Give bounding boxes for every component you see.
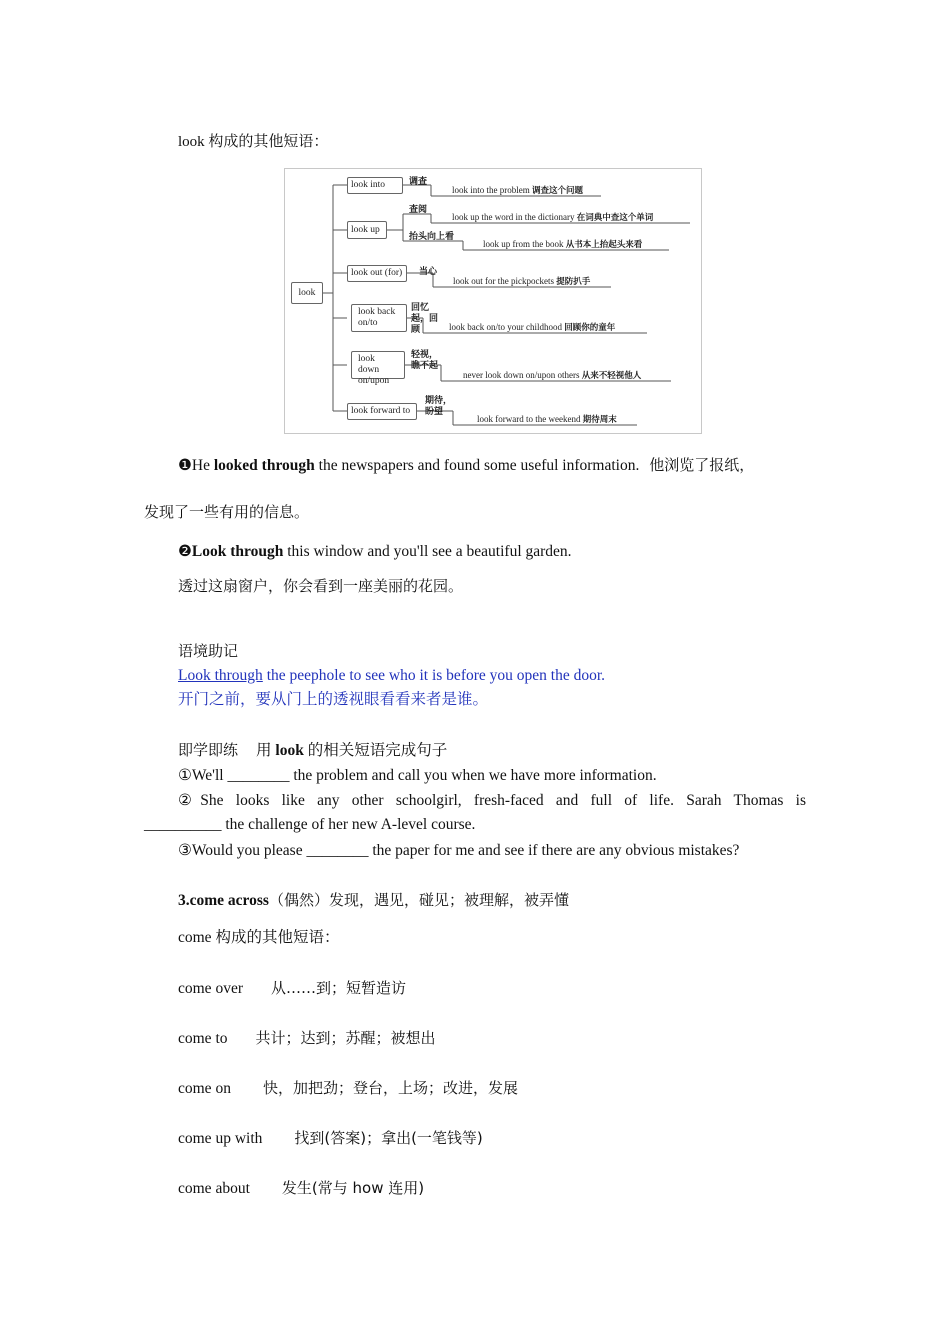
diagram-meaning-label: 期待，盼望 [425, 396, 453, 417]
diagram-meaning-label: 回忆起，回顾 [411, 303, 439, 335]
diagram-example: look out for the pickpockets 提防扒手 [453, 276, 591, 287]
example-1-translation: 发现了一些有用的信息。 [144, 503, 310, 521]
diagram-example: never look down on/upon others 从来不轻视他人 [463, 370, 642, 381]
diagram-root-node: look [291, 282, 323, 304]
come-phrase-item: come to 共计；达到；苏醒；被想出 [178, 1029, 436, 1047]
come-across-heading: 3.come across（偶然）发现，遇见，碰见；被理解，被弄懂 [178, 891, 569, 909]
look-intro-heading: look 构成的其他短语： [178, 134, 329, 150]
diagram-example: look up the word in the dictionary 在词典中查这个单词 [452, 212, 654, 223]
diagram-meaning-label: 当心 [419, 267, 438, 277]
context-heading: 语境助记 [178, 642, 239, 660]
diagram-example: look forward to the weekend 期待周末 [477, 414, 617, 425]
diagram-node-look-back: look back on/to [351, 304, 407, 332]
context-sentence: Look through the peephole to see who it is before you open the door. [178, 667, 606, 684]
diagram-node-look-down: look down on/upon [351, 351, 405, 379]
diagram-meaning-label: 轻视，瞧不起 [411, 350, 439, 371]
come-intro: come 构成的其他短语： [178, 929, 340, 946]
diagram-node-look-up: look up [347, 221, 387, 239]
diagram-example: look up from the book 从书本上抬起头来看 [483, 239, 643, 250]
diagram-meaning-label: 查阅 [409, 205, 428, 215]
diagram-connector-lines [285, 169, 701, 433]
diagram-node-look-into: look into [347, 177, 403, 194]
practice-question-1: ①We'll ________ the problem and call you when we have more information. [178, 767, 657, 784]
diagram-node-look-forward: look forward to [347, 403, 417, 420]
come-phrase-item: come about 发生(常与 how 连用) [178, 1179, 425, 1197]
practice-question-2: ②She looks like any other schoolgirl, fresh-faced and full of life. Sarah Thomas is [178, 792, 806, 809]
practice-question-2-cont: __________ the challenge of her new A-level course. [144, 816, 476, 833]
example-1-sentence: ❶He looked through the newspapers and found some useful information. 他浏览了报纸， [178, 456, 755, 474]
come-phrase-item: come on 快，加把劲；登台，上场；改进，发展 [178, 1079, 518, 1097]
come-phrase-item: come over 从……到；短暂造访 [178, 979, 406, 997]
look-phrases-diagram [284, 168, 702, 434]
example-2-translation: 透过这扇窗户，你会看到一座美丽的花园。 [178, 577, 464, 595]
diagram-example: look back on/to your childhood 回顾你的童年 [449, 322, 616, 333]
diagram-meaning-label: 抬头向上看 [409, 232, 455, 242]
diagram-example: look into the problem 调查这个问题 [452, 185, 584, 196]
practice-question-3: ③Would you please ________ the paper for me and see if there are any obvious mistakes? [178, 842, 740, 859]
example-2-sentence: ❷Look through this window and you'll see a beautiful garden. [178, 543, 572, 560]
diagram-meaning-label: 调查 [409, 177, 428, 187]
practice-heading: 即学即练 用 look 的相关短语完成句子 [178, 741, 448, 759]
diagram-node-look-out-for: look out (for) [347, 265, 407, 282]
context-translation: 开门之前，要从门上的透视眼看看来者是谁。 [178, 691, 489, 708]
come-phrase-item: come up with 找到(答案)；拿出(一笔钱等) [178, 1129, 483, 1147]
